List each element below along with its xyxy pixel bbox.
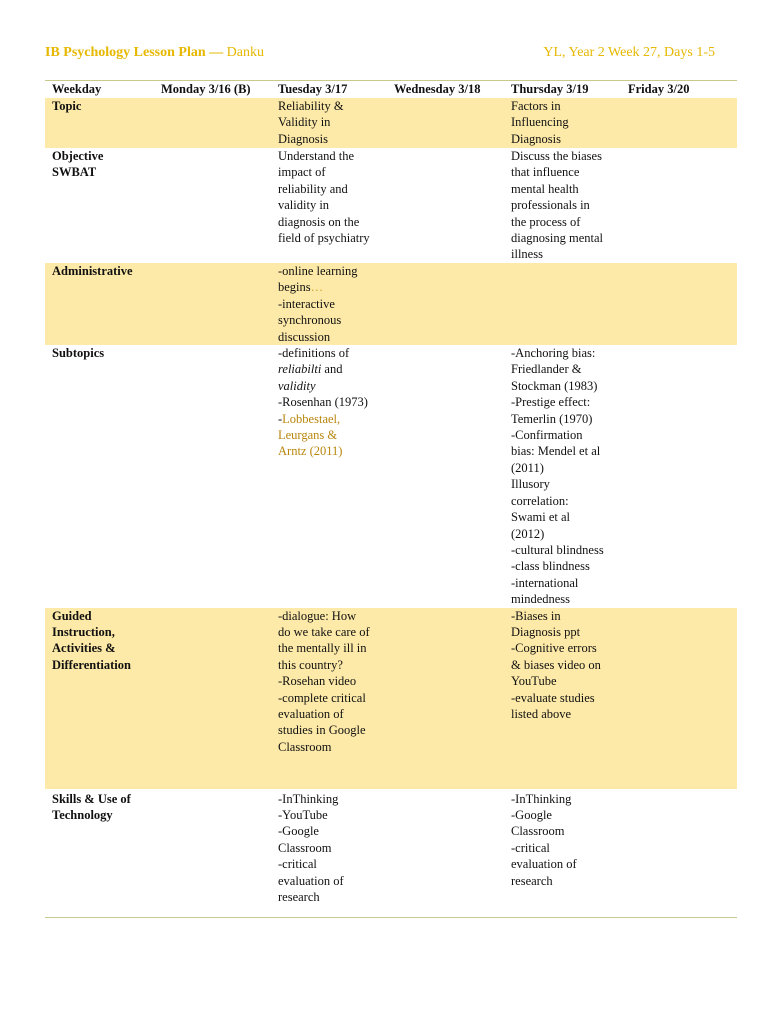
header-title xyxy=(45,45,264,61)
cell-line: -Biases in xyxy=(511,608,561,623)
cell-line: Influencing xyxy=(511,115,569,130)
cell-line: listed above xyxy=(511,706,572,721)
cell-line: impact of xyxy=(278,165,326,180)
cell-line: -Rosenhan (1973) xyxy=(278,395,368,410)
cell-skills-thursday xyxy=(504,789,621,917)
cell-subtopics-thursday xyxy=(504,345,621,608)
cell-line: (2012) xyxy=(511,526,545,541)
cell-line: Technology xyxy=(52,807,113,822)
cell-line: Instruction, xyxy=(52,624,115,639)
cell-line: -Cognitive errors xyxy=(511,641,597,656)
row-label-guided-instruction xyxy=(45,608,154,789)
cell-line: Swami et al xyxy=(511,510,571,525)
table-row-skills xyxy=(45,789,737,917)
col-header-monday: Monday 3/16 (B) xyxy=(161,82,251,96)
cell-guided-monday xyxy=(154,608,271,789)
cell-line: Stockman (1983) xyxy=(511,378,598,393)
cell-subtopics-tuesday xyxy=(271,345,387,608)
cell-text-italic: reliabilti xyxy=(278,362,322,377)
cell-line: Differentiation xyxy=(52,657,131,672)
table-row-topic xyxy=(45,98,737,148)
cell-administrative-monday xyxy=(154,263,271,345)
cell-line: mindedness xyxy=(511,592,571,607)
cell-guided-wednesday xyxy=(387,608,504,789)
cell-line: -definitions of xyxy=(278,346,350,361)
cell-subtopics-monday xyxy=(154,345,271,608)
cell-line: -YouTube xyxy=(278,807,328,822)
cell-line: reliability and xyxy=(278,181,348,196)
cell-line: -interactive xyxy=(278,296,335,311)
row-label-administrative: Administrative xyxy=(52,264,133,278)
cell-skills-monday xyxy=(154,789,271,917)
cell-subtopics-friday xyxy=(621,345,737,608)
cell-line: YouTube xyxy=(511,674,557,689)
cell-guided-thursday xyxy=(504,608,621,789)
cell-line: this country? xyxy=(278,657,343,672)
cell-topic-thursday xyxy=(504,98,621,148)
cell-line: Classroom xyxy=(278,739,332,754)
document-header xyxy=(45,45,715,65)
cell-objective-thursday xyxy=(504,148,621,263)
cell-line: -Google xyxy=(278,824,319,839)
cell-topic-tuesday xyxy=(271,98,387,148)
col-header-thursday: Thursday 3/19 xyxy=(511,82,589,96)
bottom-divider xyxy=(45,917,737,918)
cell-guided-tuesday xyxy=(271,608,387,789)
cell-line: Leurgans & xyxy=(278,428,338,443)
cell-line: evaluation of xyxy=(278,873,344,888)
cell-line: -critical xyxy=(511,840,550,855)
header-week-info: YL, Year 2 Week 27, Days 1-5 xyxy=(543,45,715,60)
cell-line: -Anchoring bias: xyxy=(511,346,596,361)
cell-line: Temerlin (1970) xyxy=(511,411,593,426)
cell-line: -dialogue: How xyxy=(278,608,357,623)
cell-line: Factors in xyxy=(511,99,561,113)
cell-line: bias: Mendel et al xyxy=(511,444,601,459)
cell-line: -critical xyxy=(278,857,317,872)
cell-line: -international xyxy=(511,575,579,590)
header-teacher-name: Danku xyxy=(223,45,264,60)
cell-line: -Google xyxy=(511,807,552,822)
cell-administrative-tuesday xyxy=(271,263,387,345)
cell-line: (2011) xyxy=(511,460,544,475)
cell-line: evaluation of xyxy=(511,857,577,872)
cell-line: Diagnosis xyxy=(278,131,328,146)
cell-line: Guided xyxy=(52,608,92,623)
lesson-plan-table xyxy=(45,81,737,917)
cell-objective-monday xyxy=(154,148,271,263)
cell-line xyxy=(278,361,383,377)
cell-line: diagnosing mental xyxy=(511,231,603,246)
table-row-guided-instruction xyxy=(45,608,737,789)
cell-line: validity in xyxy=(278,198,330,213)
table-row-objective xyxy=(45,148,737,263)
cell-line: studies in Google xyxy=(278,723,366,738)
cell-line: the mentally ill in xyxy=(278,641,367,656)
cell-line: -InThinking xyxy=(511,791,572,806)
cell-objective-wednesday xyxy=(387,148,504,263)
cell-line: & biases video on xyxy=(511,657,601,672)
cell-line: research xyxy=(511,873,553,888)
cell-line: Classroom xyxy=(278,840,332,855)
cell-line: Friedlander & xyxy=(511,362,582,377)
cell-line: -cultural blindness xyxy=(511,542,604,557)
table-row-administrative xyxy=(45,263,737,345)
cell-topic-wednesday xyxy=(387,98,504,148)
cell-line: Arntz (2011) xyxy=(278,444,343,459)
col-header-friday: Friday 3/20 xyxy=(628,82,690,96)
cell-skills-wednesday xyxy=(387,789,504,917)
cell-line: Activities & xyxy=(52,641,116,656)
cell-line: Validity in xyxy=(278,115,331,130)
cell-line: the process of xyxy=(511,214,581,229)
cell-line: evaluation of xyxy=(278,706,344,721)
cell-line: -complete critical xyxy=(278,690,366,705)
cell-line: Skills & Use of xyxy=(52,791,131,806)
cell-administrative-wednesday xyxy=(387,263,504,345)
col-header-tuesday: Tuesday 3/17 xyxy=(278,82,348,96)
row-label-topic: Topic xyxy=(52,99,82,113)
cell-line: Understand the xyxy=(278,149,355,163)
cell-line: Objective xyxy=(52,149,104,163)
header-title-bold: IB Psychology Lesson Plan — xyxy=(45,45,224,60)
cell-objective-friday xyxy=(621,148,737,263)
cell-line: Diagnosis ppt xyxy=(511,624,581,639)
cell-line: field of psychiatry xyxy=(278,231,370,246)
cell-administrative-thursday xyxy=(504,263,621,345)
cell-line: that influence xyxy=(511,165,580,180)
col-header-wednesday: Wednesday 3/18 xyxy=(394,82,481,96)
cell-line: synchronous xyxy=(278,313,342,328)
cell-line: -evaluate studies xyxy=(511,690,595,705)
cell-text-gold: Lobbestael, xyxy=(282,411,341,426)
cell-line: -Confirmation xyxy=(511,428,583,443)
cell-line: Classroom xyxy=(511,824,565,839)
cell-line: Illusory xyxy=(511,477,550,492)
cell-line: mental health xyxy=(511,181,579,196)
cell-guided-friday xyxy=(621,608,737,789)
cell-line: Diagnosis xyxy=(511,131,561,146)
table-row-subtopics xyxy=(45,345,737,608)
cell-text: begins xyxy=(278,280,311,295)
table-header-row xyxy=(45,81,737,98)
cell-line: correlation: xyxy=(511,493,569,508)
cell-topic-friday xyxy=(621,98,737,148)
row-label-skills xyxy=(45,789,154,917)
cell-line: -class blindness xyxy=(511,559,590,574)
ellipsis-text: … xyxy=(310,280,324,295)
cell-line: Reliability & xyxy=(278,99,344,113)
cell-line: illness xyxy=(511,247,543,262)
cell-line xyxy=(278,279,383,295)
row-label-objective xyxy=(45,148,154,263)
cell-line: validity xyxy=(278,378,316,393)
cell-administrative-friday xyxy=(621,263,737,345)
cell-text: and xyxy=(321,362,343,377)
row-label-subtopics: Subtopics xyxy=(52,346,105,361)
cell-topic-monday xyxy=(154,98,271,148)
col-header-weekday: Weekday xyxy=(52,82,102,96)
cell-skills-friday xyxy=(621,789,737,917)
cell-line: -InThinking xyxy=(278,791,339,806)
cell-objective-tuesday xyxy=(271,148,387,263)
cell-text: - xyxy=(278,411,283,426)
cell-line: research xyxy=(278,889,320,904)
cell-line: -online learning xyxy=(278,264,358,278)
cell-line: diagnosis on the xyxy=(278,214,360,229)
cell-skills-tuesday xyxy=(271,789,387,917)
cell-line xyxy=(278,411,383,427)
cell-line: Discuss the biases xyxy=(511,149,602,163)
cell-line: -Prestige effect: xyxy=(511,395,591,410)
cell-line: discussion xyxy=(278,329,331,344)
cell-line: professionals in xyxy=(511,198,590,213)
cell-line: do we take care of xyxy=(278,624,370,639)
cell-line: SWBAT xyxy=(52,165,97,180)
cell-subtopics-wednesday xyxy=(387,345,504,608)
cell-line: -Rosehan video xyxy=(278,674,357,689)
